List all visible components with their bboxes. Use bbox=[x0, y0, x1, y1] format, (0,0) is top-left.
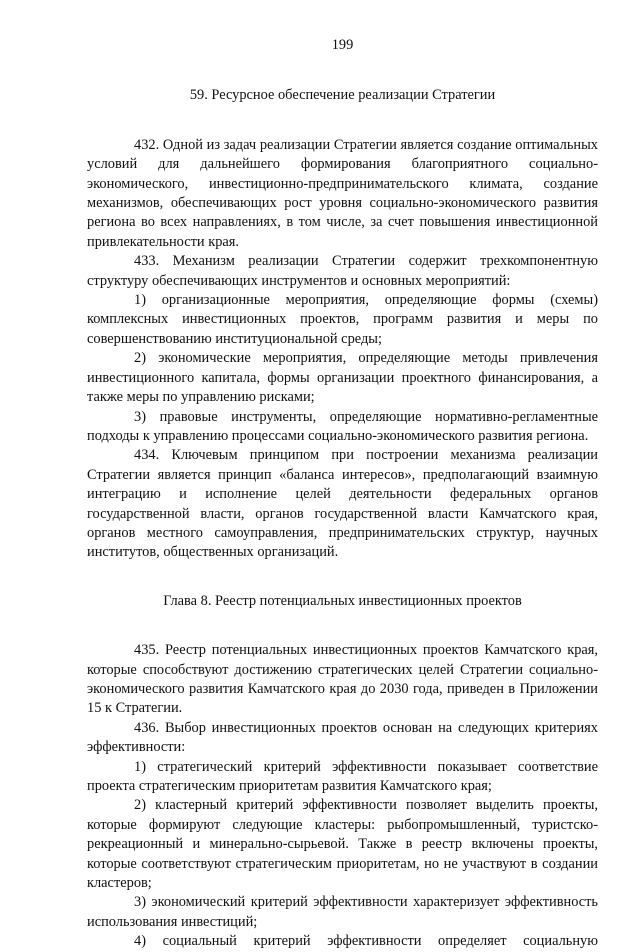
list-item-economic: 2) экономические мероприятия, определяющие методы привлечения инвестиционного капитала, формы организации проектного финансирования, а также меры по управлению рисками; bbox=[87, 350, 598, 406]
criterion-cluster: 2) кластерный критерий эффективности позволяет выделить проекты, которые формируют следующие кластеры: рыбопромышленный, туристско-рекреационный и минерально-сырьевой. Также в реестр включены проекты, которые соответствуют стратегическим приоритетам, но не участвуют в создании кластеров; bbox=[87, 797, 598, 892]
list-item-organizational: 1) организационные мероприятия, определяющие формы (схемы) комплексных инвестиционных проектов, программ развития и меры по совершенствованию институциональной среды; bbox=[87, 292, 598, 347]
page-number: 199 bbox=[331, 37, 354, 53]
section-body bbox=[87, 136, 598, 563]
section-heading: 59. Ресурсное обеспечение реализации Стратегии bbox=[189, 87, 496, 104]
paragraph-434: 434. Ключевым принципом при построении механизма реализации Стратегии является принцип «баланса интересов», предполагающий взаимную интеграцию и исполнение целей деятельности федеральных органов государственной власти, органов государственной власти Камчатского края, органов местного самоуправления, предпринимательских структур, научных институтов, общественных организаций. bbox=[87, 447, 598, 561]
paragraph-435: 435. Реестр потенциальных инвестиционных проектов Камчатского края, которые способствуют достижению стратегических целей Стратегии социально-экономического развития Камчатского края до 2030 года, приведен в Приложении 15 к Стратегии. bbox=[87, 642, 598, 717]
paragraph-436: 436. Выбор инвестиционных проектов основан на следующих критериях эффективности: bbox=[87, 719, 598, 756]
list-item-legal: 3) правовые инструменты, определяющие нормативно-регламентные подходы к управлению процессами социально-экономического развития региона. bbox=[87, 408, 598, 444]
criterion-social: 4) социальный критерий эффективности определяет социальную bbox=[134, 933, 598, 950]
chapter-heading: Глава 8. Реестр потенциальных инвестиционных проектов bbox=[163, 592, 522, 609]
criterion-strategic: 1) стратегический критерий эффективности показывает соответствие проекта стратегическим приоритетам развития Камчатского края; bbox=[87, 758, 598, 794]
paragraph-432: 432. Одной из задач реализации Стратегии является создание оптимальных условий для дальнейшего формирования благоприятного социально-экономического, инвестиционно-предпринимательского климата, создание механизмов, обеспечивающих рост уровня социально-экономического развития региона во всех направлениях, в том числе, за счет повышения инвестиционной привлекательности края. bbox=[87, 136, 598, 250]
criterion-economic: 3) экономический критерий эффективности характеризует эффективность использования инвестиций; bbox=[87, 894, 598, 930]
chapter-body bbox=[87, 641, 598, 952]
paragraph-433: 433. Механизм реализации Стратегии содержит трехкомпонентную структуру обеспечивающих инструментов и основных мероприятий: bbox=[87, 253, 598, 289]
